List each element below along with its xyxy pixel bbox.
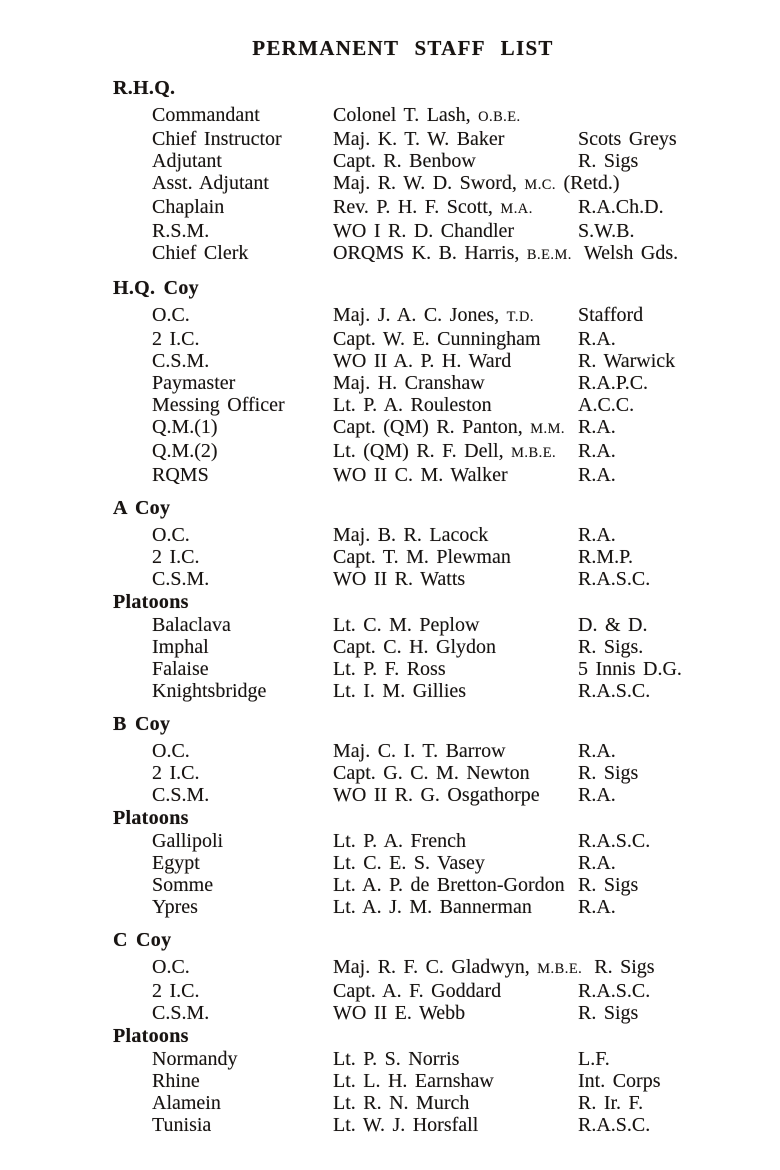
officer-name: Lt. P. S. Norris (333, 1048, 460, 1070)
section-header: C Coy (113, 929, 172, 951)
section-platoons-3 (113, 591, 740, 702)
staff-row (113, 546, 740, 568)
staff-row (113, 784, 740, 806)
staff-row (113, 896, 740, 918)
staff-row (113, 350, 740, 372)
section-b-coy-4 (113, 713, 740, 806)
staff-row (113, 658, 740, 680)
officer-name: Capt. (QM) R. Panton, M.M. (333, 416, 566, 438)
section-platoons-7 (113, 1025, 740, 1136)
staff-row (113, 636, 740, 658)
staff-row (113, 372, 740, 394)
role-label: Q.M.(2) (152, 440, 218, 462)
officer-name: Lt. C. M. Peplow (333, 614, 480, 636)
staff-row (113, 328, 740, 350)
staff-row (113, 740, 740, 762)
role-label: Alamein (152, 1092, 221, 1114)
staff-row (113, 464, 740, 486)
officer-name: ORQMS K. B. Harris, B.E.M. (333, 242, 572, 264)
corps-label: R.A.Ch.D. (578, 196, 664, 218)
page-title: PERMANENT STAFF LIST (252, 36, 554, 60)
role-label: Messing Officer (152, 394, 285, 416)
role-label: Commandant (152, 104, 260, 126)
corps-label: L.F. (578, 1048, 610, 1070)
staff-row (113, 852, 740, 874)
staff-row (113, 956, 740, 980)
officer-name: Lt. L. H. Earnshaw (333, 1070, 494, 1092)
corps-label: A.C.C. (578, 394, 635, 416)
officer-name: Lt. P. A. Rouleston (333, 394, 492, 416)
officer-name: WO I R. D. Chandler (333, 220, 515, 242)
officer-name: Capt. T. M. Plewman (333, 546, 511, 568)
staff-row (113, 830, 740, 852)
role-label: RQMS (152, 464, 209, 486)
section-header: Platoons (113, 807, 189, 829)
section-header: B Coy (113, 713, 171, 735)
section-r-h-q-0 (113, 77, 740, 266)
staff-row (113, 416, 740, 440)
role-label: O.C. (152, 956, 190, 978)
role-label: O.C. (152, 524, 190, 546)
corps-label: Stafford (578, 304, 644, 326)
role-label: R.S.M. (152, 220, 210, 242)
corps-label: R.A. (578, 416, 616, 438)
section-header: R.H.Q. (113, 77, 176, 99)
officer-name: Maj. R. W. D. Sword, M.C. (Retd.) (333, 172, 620, 194)
corps-label: R.A. (578, 328, 616, 350)
officer-name: Lt. C. E. S. Vasey (333, 852, 485, 874)
staff-row (113, 394, 740, 416)
corps-label: R.A. (578, 740, 616, 762)
corps-label: R.A.P.C. (578, 372, 649, 394)
corps-label: R.A. (578, 784, 616, 806)
officer-name: Maj. J. A. C. Jones, T.D. (333, 304, 534, 326)
role-label: O.C. (152, 304, 190, 326)
officer-name: Maj. H. Cranshaw (333, 372, 485, 394)
corps-label: R.A. (578, 852, 616, 874)
corps-label: R. Warwick (578, 350, 676, 372)
section-header: Platoons (113, 591, 189, 613)
role-label: 2 I.C. (152, 328, 200, 350)
corps-label: R.A.S.C. (578, 830, 651, 852)
staff-row (113, 220, 740, 242)
corps-label: R.A.S.C. (578, 1114, 651, 1136)
role-label: Knightsbridge (152, 680, 267, 702)
officer-name: WO II C. M. Walker (333, 464, 508, 486)
staff-row (113, 128, 740, 150)
corps-label: R. Sigs (594, 956, 655, 978)
corps-label: R. Sigs (578, 762, 639, 784)
officer-name: Capt. C. H. Glydon (333, 636, 497, 658)
staff-row (113, 304, 740, 328)
staff-row (113, 150, 740, 172)
officer-name: Maj. B. R. Lacock (333, 524, 489, 546)
role-label: Tunisia (152, 1114, 212, 1136)
officer-name: Lt. A. P. de Bretton-Gordon (333, 874, 565, 896)
role-label: Paymaster (152, 372, 236, 394)
role-label: Normandy (152, 1048, 238, 1070)
role-label: 2 I.C. (152, 762, 200, 784)
corps-label: R.A. (578, 464, 616, 486)
staff-row (113, 1002, 740, 1024)
corps-label: Int. Corps (578, 1070, 661, 1092)
corps-label: 5 Innis D.G. (578, 658, 682, 680)
role-label: 2 I.C. (152, 980, 200, 1002)
officer-name: Lt. I. M. Gillies (333, 680, 467, 702)
role-label: C.S.M. (152, 1002, 210, 1024)
role-label: C.S.M. (152, 568, 210, 590)
officer-name: WO II E. Webb (333, 1002, 466, 1024)
officer-name: Maj. K. T. W. Baker (333, 128, 505, 150)
officer-name: Rev. P. H. F. Scott, M.A. (333, 196, 533, 218)
role-label: Egypt (152, 852, 200, 874)
staff-row (113, 172, 740, 196)
corps-label: Scots Greys (578, 128, 677, 150)
staff-row (113, 568, 740, 590)
corps-label: R. Sigs (578, 1002, 639, 1024)
corps-label: R.A. (578, 896, 616, 918)
section-header: Platoons (113, 1025, 189, 1047)
role-label: O.C. (152, 740, 190, 762)
role-label: C.S.M. (152, 784, 210, 806)
staff-row (113, 104, 740, 128)
corps-label: D. & D. (578, 614, 648, 636)
officer-name: Maj. R. F. C. Gladwyn, M.B.E. (333, 956, 583, 978)
section-c-coy-6 (113, 929, 740, 1024)
officer-name: Lt. R. N. Murch (333, 1092, 470, 1114)
staff-row (113, 196, 740, 220)
officer-name: Lt. P. A. French (333, 830, 467, 852)
corps-label: S.W.B. (578, 220, 635, 242)
role-label: Chief Clerk (152, 242, 249, 264)
role-label: Gallipoli (152, 830, 224, 852)
role-label: Rhine (152, 1070, 200, 1092)
section-header: H.Q. Coy (113, 277, 199, 299)
corps-label: R. Sigs (578, 874, 639, 896)
staff-row (113, 874, 740, 896)
section-platoons-5 (113, 807, 740, 918)
corps-label: R. Sigs (578, 150, 639, 172)
role-label: Chaplain (152, 196, 225, 218)
officer-name: Maj. C. I. T. Barrow (333, 740, 506, 762)
officer-name: WO II R. G. Osgathorpe (333, 784, 540, 806)
officer-name: WO II A. P. H. Ward (333, 350, 512, 372)
section-header: A Coy (113, 497, 171, 519)
role-label: Adjutant (152, 150, 222, 172)
staff-row (113, 762, 740, 784)
role-label: Q.M.(1) (152, 416, 218, 438)
officer-name: WO II R. Watts (333, 568, 466, 590)
corps-label: R.A. (578, 524, 616, 546)
staff-row (113, 1114, 740, 1136)
corps-label: R.A.S.C. (578, 568, 651, 590)
role-label: C.S.M. (152, 350, 210, 372)
staff-row (113, 980, 740, 1002)
role-label: 2 I.C. (152, 546, 200, 568)
role-label: Imphal (152, 636, 209, 658)
corps-label: R. Ir. F. (578, 1092, 644, 1114)
corps-label: R. Sigs. (578, 636, 644, 658)
staff-row (113, 614, 740, 636)
staff-list (0, 61, 780, 1136)
corps-label: Welsh Gds. (583, 242, 679, 264)
officer-name: Capt. R. Benbow (333, 150, 476, 172)
corps-label: R.A.S.C. (578, 680, 651, 702)
staff-row (113, 1048, 740, 1070)
corps-label: R.A. (578, 440, 616, 462)
role-label: Ypres (152, 896, 198, 918)
officer-name: Lt. P. F. Ross (333, 658, 446, 680)
officer-name: Lt. A. J. M. Bannerman (333, 896, 532, 918)
officer-name: Colonel T. Lash, O.B.E. (333, 104, 521, 126)
role-label: Asst. Adjutant (152, 172, 269, 194)
officer-name: Capt. W. E. Cunningham (333, 328, 541, 350)
section-a-coy-2 (113, 497, 740, 590)
officer-name: Lt. W. J. Horsfall (333, 1114, 479, 1136)
corps-label: R.M.P. (578, 546, 634, 568)
officer-name: Capt. G. C. M. Newton (333, 762, 530, 784)
staff-row (113, 1070, 740, 1092)
corps-label: R.A.S.C. (578, 980, 651, 1002)
role-label: Balaclava (152, 614, 231, 636)
staff-row (113, 524, 740, 546)
staff-row (113, 680, 740, 702)
role-label: Falaise (152, 658, 209, 680)
role-label: Chief Instructor (152, 128, 282, 150)
staff-row (113, 1092, 740, 1114)
staff-row (113, 440, 740, 464)
staff-row (113, 242, 740, 266)
officer-name: Lt. (QM) R. F. Dell, M.B.E. (333, 440, 557, 462)
role-label: Somme (152, 874, 214, 896)
officer-name: Capt. A. F. Goddard (333, 980, 502, 1002)
section-h-q-coy-1 (113, 277, 740, 486)
